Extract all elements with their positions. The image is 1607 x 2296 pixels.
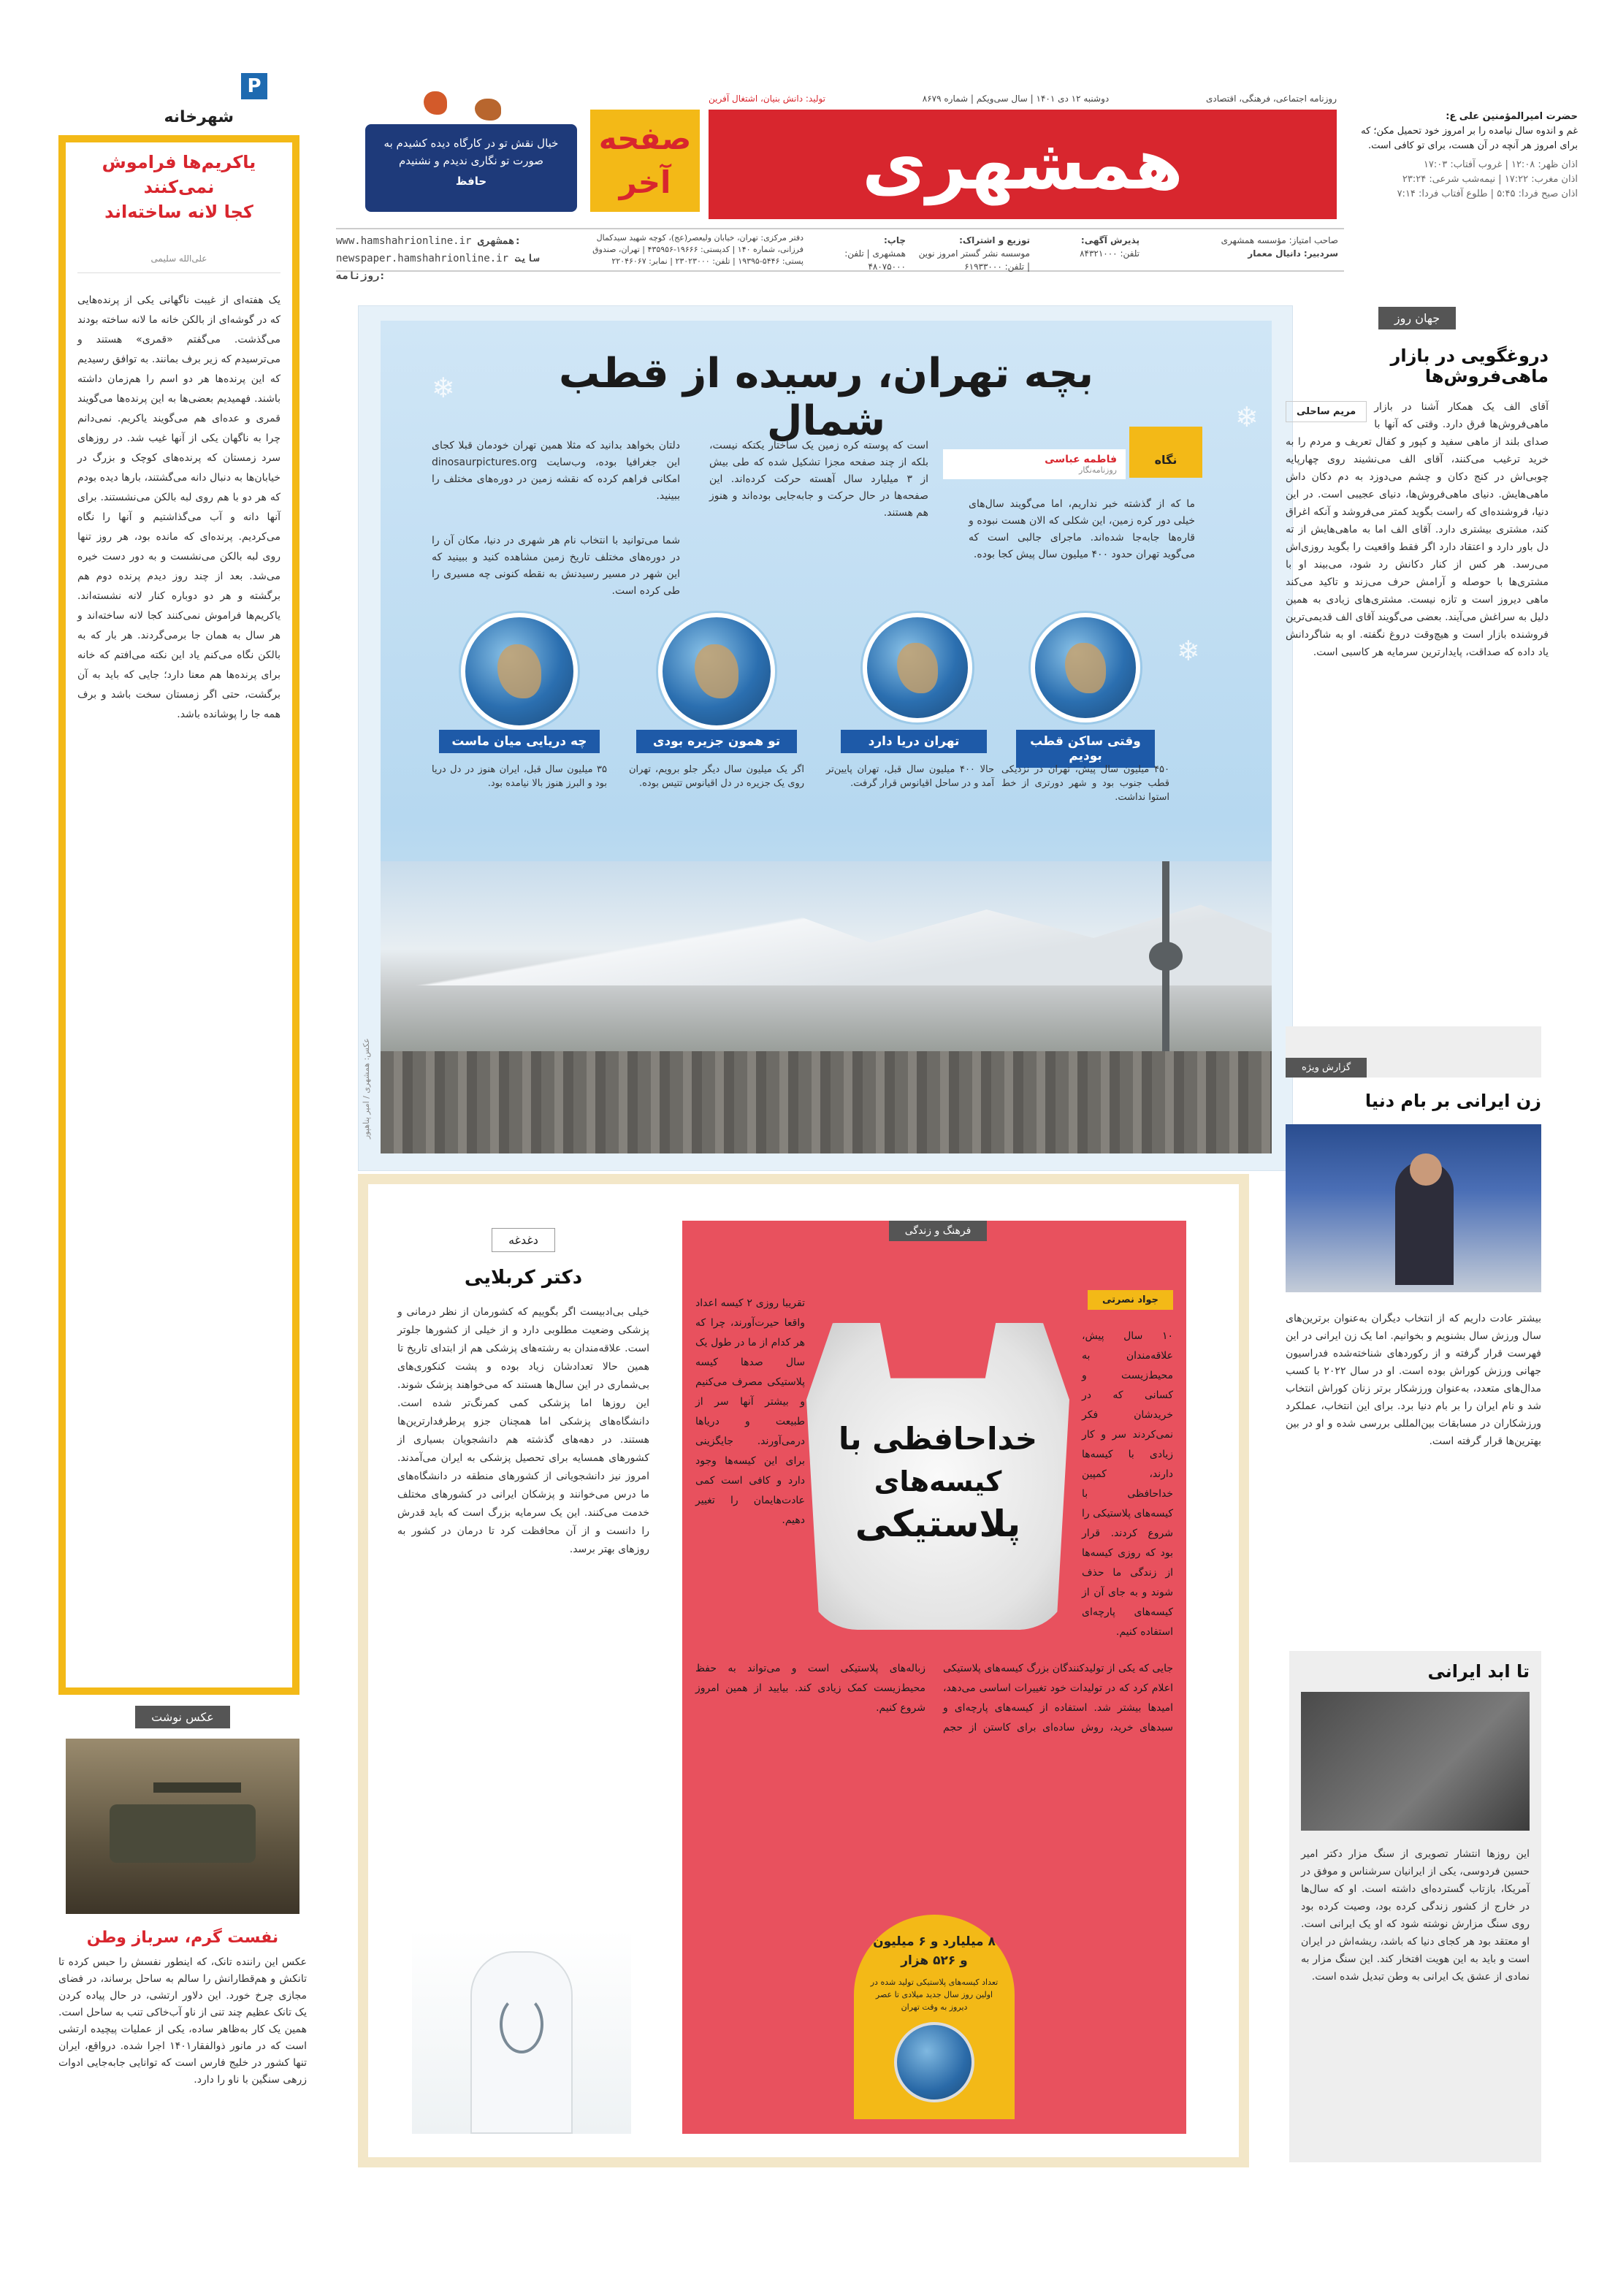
lower-box bbox=[358, 1174, 1249, 2167]
stat-desc: تعداد کیسه‌های پلاستیکی تولید شده در اولین روز سال جدید میلادی تا عصر دیروز به وقت تهران bbox=[870, 1977, 999, 2012]
globe-image bbox=[658, 613, 775, 730]
feature-col: ما که از گذشته خبر نداریم، اما می‌گویند سال‌های خیلی دور کره زمین، این شکلی که الان هست نبوده و قاره‌ها جابه‌جا شده‌اند. ماجرای جالبی است که می‌گوید تهران حدود ۴۰۰ میلیون سال پیش کجا بوده. bbox=[969, 498, 1195, 560]
info-strip bbox=[336, 228, 1344, 282]
globe-text: ۴۵۰ میلیون سال پیش، تهران در نزدیکی قطب جنوب بود و شهر دورتری از خط استوا نداشت. bbox=[1001, 764, 1169, 803]
plastic-author: جواد نصرتی bbox=[1088, 1290, 1173, 1310]
page-label bbox=[590, 110, 700, 212]
bird-icon bbox=[424, 91, 447, 115]
parking-icon: P bbox=[241, 73, 267, 99]
photo-note-body: عکس این راننده تانک، که اینطور نفسش را حبس کرده تا تانکش و هم‌قطارانش را سالم به ساحل برساند، در فضای مجازی چرخ خورد. این دلاور ارتشی، در حال پیاده کردن یک تانک عظیم چند تنی از ناو آب‌خاکی تنب به ساحل است. همین یک کار به‌ظاهر ساده، یکی از عملیات پیچیده ارتشی است که در مانور ذوالفقار۱۴۰۱ اجرا شده. درواقع، ایران تنها کشور در خلیج فارس است که توانایی جابه‌جایی ادوات زرهی سنگین با ناو را دارد. bbox=[58, 1956, 307, 2086]
feature-col: دلتان بخواهد بدانید که مثلا همین تهران خودمان قبلا کجای این جغرافیا بوده، وب‌سایت dinosaurpictures.org امکانی فراهم کرده که نقشه زمین در دوره‌های مختلف را ببینید. bbox=[432, 440, 680, 502]
ads-label: پذیرش آگهی: bbox=[1080, 235, 1140, 245]
photo-note-tag: عکس نوشت bbox=[135, 1706, 230, 1728]
city-title-2: کجا لانه ساخته‌اند bbox=[104, 202, 253, 222]
tehran-skyline-photo bbox=[381, 861, 1272, 1153]
print-label: چاپ: bbox=[883, 235, 906, 245]
doctor-title: دکتر کربلایی bbox=[464, 1267, 583, 1289]
plastic-col: تقریبا روزی ۲ کیسه اعداد واقعا حیرت‌آورند، چرا که هر کدام از ما در طول یک سال صدها کیسه پلاستیکی مصرف می‌کنیم و بیشتر آنها سر از طبیعت و دریاها درمی‌آورند. جایگزینی برای این کیسه‌ها وجود دارد و کافی است کمی عادت‌هایمان را تغییر دهیم. bbox=[695, 1297, 805, 1526]
doctor-image bbox=[412, 1929, 631, 2134]
poet: حافظ bbox=[455, 175, 487, 188]
zan-tag-box bbox=[1286, 1026, 1541, 1078]
snowflake-icon: ❄ bbox=[432, 372, 455, 404]
city-author: علی‌الله سلیمی bbox=[77, 253, 280, 273]
plastic-tag: فرهنگ و زندگی bbox=[889, 1221, 988, 1241]
doctor-body: خیلی بی‌ادبیست اگر بگوییم که کشورمان از نظر درمانی و پزشکی وضعیت مطلوبی دارد و از خیلی از کشورها جلوتر است. علاقه‌مندان به رشته‌های پزشکی هم از ابتدای تاریخ تا همین حالا تعدادشان زیاد بوده و پشت کنکوری‌های بی‌شماری در این سال‌ها هستند که می‌خواهند پزشک شوند. این روزها اما پزشکی کمی کمرنگ‌تر شده است. دانشگاه‌های پزشکی اما همچنان جزو پرطرفدارترین‌ها هستند. در دهه‌های گذشته هم دانشجویان بسیاری از کشورهای همسایه برای تحصیل پزشکی به ایران می‌آمدند. امروز نیز دانشجویانی از کشورهای منطقه در دانشگاه‌های ما درس می‌خوانند و پزشکان ایرانی در کشورهای مختلف خدمت می‌کنند. این یک سرمایه بزرگ است که باید قدرش را دانست و از آن محافظت کرد تا درمان در کشور به روزهای بهتر برسد. bbox=[397, 1306, 649, 1555]
zan-section bbox=[1286, 1026, 1541, 1647]
feature-col: است که پوسته کره زمین یک ساختار یکتکه نیست، بلکه از چند صفحه مجزا تشکیل شده که طی بیش از ۳ میلیارد سال آهسته حرکت کرده‌اند. این صفحه‌ها در حال حرکت و جابه‌جایی بوده‌اند و هنوز هم هستند. bbox=[709, 440, 928, 519]
doctor-tag: دغدغه bbox=[492, 1228, 555, 1252]
globe-caption: تو همون جزیره بودی bbox=[636, 730, 797, 753]
hadith-box bbox=[1359, 110, 1578, 202]
feature-kicker bbox=[1129, 427, 1202, 478]
photo-note-section bbox=[58, 1706, 307, 2159]
world-title: دروغگویی در بازار ماهی‌فروش‌ها bbox=[1390, 346, 1549, 386]
prayer-time: اذان مغرب: ۱۷:۲۲ | نیمه‌شب شرعی: ۲۳:۲۴ bbox=[1402, 174, 1578, 185]
ads-phone: تلفن: ۸۴۳۲۱۰۰۰ bbox=[1080, 248, 1140, 259]
tabaye-section bbox=[1289, 1651, 1541, 2162]
editor: سردبیر: دانیال معمار bbox=[1248, 248, 1338, 259]
masthead-title: همشهری bbox=[862, 123, 1183, 205]
athlete-photo bbox=[1286, 1124, 1541, 1292]
producer: تولید: دانش بنیان، اشتغال آفرین bbox=[709, 94, 826, 104]
world-tag: جهان روز bbox=[1378, 307, 1456, 329]
zan-title: زن ایرانی بر بام دنیا bbox=[1364, 1091, 1541, 1111]
feature-box bbox=[358, 305, 1293, 1171]
kicker-text: نگاه bbox=[1154, 453, 1177, 467]
globe-caption: چه دریایی میان ماست bbox=[439, 730, 600, 753]
site-link[interactable]: newspaper.hamshahrionline.ir سایت روزنامه: bbox=[336, 253, 540, 282]
globe-text: حالا ۴۰۰ میلیون سال قبل، تهران پایین‌تر آمد و در ساحل اقیانوس قرار گرفت. bbox=[826, 764, 995, 789]
globe-image bbox=[863, 613, 972, 722]
issue-line bbox=[709, 94, 1337, 108]
owner: صاحب امتیاز: مؤسسه همشهری bbox=[1221, 235, 1338, 245]
plastic-section bbox=[682, 1221, 1186, 2134]
plastic-title bbox=[814, 1418, 1062, 1545]
hadith-text: غم و اندوه سال نیامده را بر امروز خود تحمیل مکن؛ که برای امروز هر آنچه در آن هست، برای تو کافی است. bbox=[1361, 126, 1578, 151]
city-column bbox=[58, 135, 299, 1695]
poem-box bbox=[365, 124, 577, 212]
globe-text: ۳۵ میلیون سال قبل، ایران هنوز در دل دریا بود و البرز هنوز بالا نیامده بود. bbox=[432, 764, 607, 789]
snowflake-icon: ❄ bbox=[1235, 401, 1259, 433]
tank-photo bbox=[66, 1739, 299, 1914]
tabaye-body: این روزها انتشار تصویری از سنگ مزار دکتر امیر حسین فردوسی، یکی از ایرانیان سرشناس و موفق در آمریکا، بازتاب گسترده‌ای داشته است. او که سال‌ها در خارج از کشور زندگی کرده بود، وصیت کرده بود روی سنگ مزارش نوشته شود که او یک ایرانی است. او معتقد بود هر کجای دنیا که باشد، ریشه‌اش در ایران است و باید به این هویت افتخار کند. این سنگ مزار به نمادی از عشق یک ایرانی به وطن تبدیل شده است. bbox=[1301, 1848, 1530, 1983]
feature-author bbox=[943, 449, 1126, 479]
masthead-logo bbox=[709, 110, 1337, 219]
globe-text: اگر یک میلیون سال دیگر جلو برویم، تهران روی یک جزیره در دل اقیانوس تتیس بوده. bbox=[629, 764, 804, 789]
city-body: یک هفته‌ای از غیبت ناگهانی یکی از پرنده‌هایی که در گوشه‌ای از بالکن خانه ما لانه ساخته بودند می‌گذشت. می‌گفتم «قمری» هستند و می‌ترسیدم که زیر برف بمانند. به توافق رسیدیم که این پرنده‌ها هر دو اسم را هم‌زمان داشته باشند. فهمیدیم بعضی‌ها به این پرنده‌ها می‌گویند قمری و عده‌ای هم می‌گویند یاکریم. نمی‌دانم چرا به ناگهان یکی از آنها غیب شد. در روزهای سرد زمستان که پرنده‌های کوچک و بزرگ در خیابان‌ها به دنبال دانه می‌گشتند، بارها دیده بودم که هر دو با هم روی لبه بالکن می‌نشستند. برای آنها دانه و آب می‌گذاشتیم و آنها را نگاه می‌کردیم. پرنده‌ای که مانده بود، هر روز تنها روی لبه بالکن می‌نشست و به دور دست خیره می‌شد. بعد از چند روز دیدم پرنده دوم هم برگشته و هر دو دوباره کنار لانه نشسته‌اند. یاکریم‌ها فراموش نمی‌کنند کجا لانه ساخته‌اند و هر سال به همان جا برمی‌گردند. هر بار که به بالکن نگاه می‌کنم یاد این نکته می‌افتم که خانه برای پرنده‌ها هم معنا دارد؛ جایی که باید به آن برگشت، حتی اگر زمستان سخت باشد و برف همه جا را پوشانده باشد. bbox=[77, 294, 280, 720]
poem-text: خیال نقش تو در کارگاه دیده کشیدم به صورت تو نگاری ندیدم و نشنیدم bbox=[383, 137, 559, 167]
plastic-title-line: خداحافظی با bbox=[838, 1421, 1038, 1457]
plastic-title-line: کیسه‌های bbox=[874, 1465, 1002, 1498]
office-address: دفتر مرکزی: تهران، خیابان ولیعصر(عج)، کوچه شهید سیدکمال فرزانی، شماره ۱۴۰ | کدپستی: ۱۹۶۶۶-۴۳۵۹۵۶ | تهران، صندوق پستی: ۵۴۴۶-۱۹۳۹۵ | تلفن: ۲۳۰۲۳۰۰۰ | نمابر: ۲۲۰۴۶۰۶۷ bbox=[592, 233, 804, 266]
plastic-title-line: پلاستیکی bbox=[855, 1503, 1021, 1545]
snowflake-icon: ❄ bbox=[1177, 635, 1200, 667]
site-link[interactable]: www.hamshahrionline.ir همشهری: bbox=[336, 235, 521, 247]
world-author: مریم ساحلی bbox=[1286, 401, 1367, 422]
photo-credit: عکس: همشهری / امیر پناهپور bbox=[362, 1038, 371, 1139]
world-section bbox=[1286, 307, 1549, 1023]
city-section-title: شهرخانه bbox=[164, 108, 234, 126]
dist-label: توزیع و اشتراک: bbox=[959, 235, 1030, 245]
world-body: آقای الف یک همکار آشنا در بازار ماهی‌فروش‌ها فرق دارد. وقتی که آنها با صدای بلند از ماهی سفید و کپور و کفال تعریف و مردم را به خرید ترغیب می‌کنند، آقای الف می‌نشیند روی چهارپایه چوبی‌اش در کنج دکان و چشم می‌دوزد به دم دکان داش ماهی‌هایش. دنیای ماهی‌فروش‌ها، دنیای عجیبی است. در این دنیا، فروشنده‌ای که راست بگوید کمتر می‌فروشد و آنکه اغراق کند، مشتری بیشتری دارد. آقای الف اما به ماهی‌هایش از ته دل باور دارد و اعتقاد دارد اگر فقط واقعیت را بگوید روزی‌اش می‌رسد. هر کس از کنار دکانش رد شود، می‌بیند او با مشتری‌ها با حوصله و آرامش حرف می‌زند و تاکید می‌کند ماهی دیروز است و تازه نیست. مشتری‌های زیادی به همین دلیل به سراغش می‌آیند. بعضی می‌گویند آقای الف قدیمی‌ترین فروشنده بازار است و هیچ‌وقت دروغ نگفته. او به شاگردانش یاد داده که صداقت، پایدارترین سرمایه هر کاسبی است. bbox=[1286, 401, 1549, 658]
author-role: روزنامه‌نگار bbox=[1079, 465, 1117, 475]
zan-tag: گزارش ویژه bbox=[1286, 1058, 1367, 1078]
doctor-section bbox=[397, 1228, 649, 2134]
stat-number: ۸ میلیارد و ۶ میلیون و ۵۲۶ هزار bbox=[873, 1934, 996, 1968]
print-text: همشهری | تلفن: ۴۸۰۷۵۰۰۰ bbox=[844, 248, 906, 272]
tabaye-title: تا ابد ایرانی bbox=[1427, 1661, 1530, 1682]
plastic-col: ۱۰ سال پیش، علاقه‌مندان به محیط‌زیست و کسانی که در خریدشان فکر نمی‌کردند سر و کار زیادی با کیسه‌ها دارند، کمپین خداحافظی با کیسه‌های پلاستیکی را شروع کردند. قرار بود که روزی کیسه‌ها از زندگی ما حذف شوند و به جای آن از کیسه‌های پارچه‌ای استفاده کنیم. bbox=[1082, 1330, 1173, 1638]
city-title: یاکریم‌ها فراموش نمی‌کنند bbox=[102, 152, 256, 197]
globe-image bbox=[1031, 613, 1140, 722]
globe-caption: تهران دریا دارد bbox=[841, 730, 987, 753]
dist-text: موسسه نشر گستر امروز نوین | تلفن: ۶۱۹۳۳۰۰۰ bbox=[918, 248, 1030, 272]
photo-note-title: نفست گرم، سرباز وطن bbox=[86, 1929, 279, 1947]
issue-info: دوشنبه ۱۲ دی ۱۴۰۱ | سال سی‌ویکم | شماره ۸۶۷۹ bbox=[922, 94, 1110, 104]
hadith-title: حضرت امیرالمؤمنین علی ع: bbox=[1446, 111, 1578, 122]
prayer-time: اذان صبح فردا: ۵:۴۵ | طلوع آفتاب فردا: ۷:۱۴ bbox=[1397, 188, 1578, 199]
prayer-time: اذان ظهر: ۱۲:۰۸ | غروب آفتاب: ۱۷:۰۳ bbox=[1423, 159, 1578, 170]
author-name: فاطمه عباسی bbox=[1045, 454, 1117, 465]
globe-caption: وقتی ساکن قطب بودیم bbox=[1016, 730, 1155, 768]
page-label-text: صفحه آخر bbox=[598, 121, 692, 200]
feature-title: بچه تهران، رسیده از قطب شمال bbox=[559, 350, 1093, 445]
feature-col: شما می‌توانید با انتخاب نام هر شهری در دنیا، مکان آن را در دوره‌های مختلف تاریخ زمین مشاهده کنید و ببینید که این شهر در مسیر رسیدنش به نقطه کنونی چه مسیری را طی کرده است. bbox=[432, 535, 680, 597]
bird-icon bbox=[475, 99, 501, 121]
tagline: روزنامه اجتماعی، فرهنگی، اقتصادی bbox=[1206, 94, 1337, 104]
gravestone-photo bbox=[1301, 1692, 1530, 1831]
zan-body: بیشتر عادت داریم که از انتخاب دیگران به‌عنوان برترین‌های سال ورزش سال بشنویم و بخوانیم. اما یک زن ایرانی در این فهرست قرار گرفته و از رکوردهای شناخته‌شده فدراسیون جهانی ورزش کوراش بوده است. او در سال ۲۰۲۲ با کسب مدال‌های متعدد، به‌عنوان ورزشکار برتر زنان کوراش انتخاب شد و نام ایران را بر بام دنیا برد. برای این انتخاب، عملکرد ورزشکاران در مسابقات بین‌المللی بررسی شده و او در بین بهترین‌ها قرار گرفته است. bbox=[1286, 1313, 1541, 1447]
plastic-stat bbox=[854, 1915, 1015, 2119]
globe-image bbox=[461, 613, 578, 730]
earth-bag-icon bbox=[894, 2022, 974, 2102]
plastic-bottom: جایی که یکی از تولیدکنندگان بزرگ کیسه‌های پلاستیکی اعلام کرد که در تولیدات خود تغییرات اساسی می‌دهد، امیدها بیشتر شد. استفاده از کیسه‌های پارچه‌ای و سبدهای خرید، روش ساده‌ای برای کاستن از حجم زباله‌های پلاستیکی است و می‌تواند به حفظ محیط‌زیست کمک زیادی کند. بیایید از همین امروز شروع کنیم. bbox=[695, 1663, 1173, 1734]
